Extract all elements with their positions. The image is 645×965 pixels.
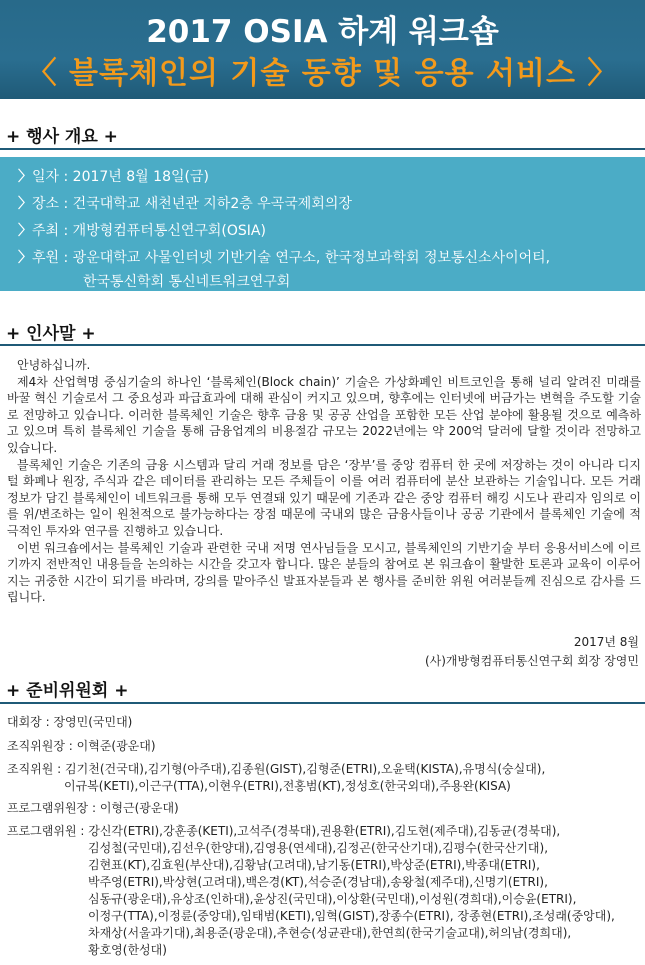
committee-member-line: 이규복(KETI),이근구(TTA),이현우(ETRI),전홍범(KT),정성호(한국외대),주용완(KISA) xyxy=(64,779,511,793)
overview-value: 2017년 8월 18일(금) xyxy=(72,169,209,185)
chevron-right-icon: 〉 xyxy=(18,250,32,266)
overview-item-sponsor xyxy=(18,247,550,267)
overview-value: 광운대학교 사물인터넷 기반기술 연구소, 한국정보과학회 정보통신소사이어티, xyxy=(72,250,551,266)
overview-value: 개방형컴퓨터통신연구회(OSIA) xyxy=(72,223,266,239)
committee-chair: 대회장 : 장영민(국민대) xyxy=(7,715,133,729)
committee-member-line: 이정구(TTA),이정륜(중앙대),임태범(KETI),임혁(GIST),장종수(ETRI), 장종현(ETRI),조성래(중앙대), xyxy=(88,909,615,923)
committee-heading: + 준비위원회 + xyxy=(6,681,129,701)
overview-item-venue xyxy=(18,193,352,213)
overview-box xyxy=(0,157,645,291)
header-banner xyxy=(0,0,645,99)
overview-sponsor-continuation: 한국통신학회 통신네트워크연구회 xyxy=(83,274,291,290)
chevron-right-icon: 〉 xyxy=(18,223,32,239)
overview-divider xyxy=(0,148,645,150)
greeting-paragraph: 블록체인 기술은 기존의 금융 시스템과 달리 거래 정보를 담은 ‘장부’를 중앙 컴퓨터 한 곳에 저장하는 것이 아니라 디지털 화폐나 원장, 주식과 같은 데이터를 관리하는 모든 주체들이 이를 여러 컴퓨터에 분산 보관하는 기술입니다. 모든 거래 정보가 담긴 블록체인이 네트워크를 통해 모두 연결돼 있기 때문에 기존과 같은 중앙 컴퓨터 해킹 시도나 관리자 임의로 이를 위/변조하는 일이 원천적으로 불가능하다는 장점 때문에 국내외 많은 금융사들이나 공공 기관에서 블록체인 기술에 적극적인 투자와 연구를 진행하고 있습니다. xyxy=(7,457,641,538)
greeting-signature: (사)개방형컴퓨터통신연구회 회장 장영민 xyxy=(424,654,639,668)
committee-member-line: 차재상(서울과기대),최용준(광운대),추현승(성균관대),한연희(한국기술교대),허의남(경희대), xyxy=(88,926,572,940)
chevron-right-icon: 〉 xyxy=(18,169,32,185)
committee-org-members-label: 조직위원 : xyxy=(7,762,66,776)
committee-member-line: 강신각(ETRI),강훈종(KETI),고석주(경북대),권용환(ETRI),김도현(제주대),김동균(경북대), xyxy=(88,824,561,838)
overview-label: 일자 : xyxy=(32,169,73,185)
greeting-paragraph: 안녕하십니까. xyxy=(17,358,91,372)
overview-heading: + 행사 개요 + xyxy=(6,127,118,147)
committee-member-line: 황호영(한성대) xyxy=(88,943,167,957)
overview-label: 주최 : xyxy=(32,223,73,239)
event-title: 2017 OSIA 하계 워크숍 xyxy=(146,14,499,50)
greeting-paragraph: 이번 워크숍에서는 블록체인 기술과 관련한 국내 저명 연사님들을 모시고, 블록체인의 기반기술 부터 응용서비스에 이르기까지 전반적인 내용들을 논의하는 시간을 갖고자 합니다. 많은 분들의 참여로 본 워크숍이 활발한 토론과 교육이 이루어지는 귀중한 시간이 되기를 바라며, 강의를 맡아주신 발표자분들과 본 행사를 준비한 위원 여러분들께 진심으로 감사를 드립니다. xyxy=(7,540,641,605)
event-subtitle-text: 블록체인의 기술 동향 및 응용 서비스 xyxy=(69,56,576,91)
committee-member-line: 심동규(광운대),유상조(인하대),윤상진(국민대),이상환(국민대),이성원(경희대),이승윤(ETRI), xyxy=(88,892,577,906)
committee-divider xyxy=(0,702,645,704)
greeting-body xyxy=(7,357,641,606)
committee-org-chair: 조직위원장 : 이혁준(광운대) xyxy=(7,739,156,753)
committee-member-line: 박주영(ETRI),박상현(고려대),백은경(KT),석승준(경남대),송왕철(제주대),신명기(ETRI), xyxy=(88,875,548,889)
overview-label: 장소 : xyxy=(32,196,73,212)
event-subtitle xyxy=(0,48,645,92)
committee-program-members-label: 프로그램위원 : xyxy=(7,824,89,838)
chevron-right-icon: 〉 xyxy=(18,196,32,212)
committee-org-members xyxy=(7,760,545,777)
overview-item-host xyxy=(18,220,266,240)
committee-program-members xyxy=(7,822,560,839)
greeting-heading: + 인사말 + xyxy=(6,324,96,344)
overview-value: 건국대학교 새천년관 지하2층 우곡국제회의장 xyxy=(72,196,352,212)
committee-member-line: 김기천(건국대),김기형(아주대),김종원(GIST),김형준(ETRI),오윤택(KISTA),유명식(숭실대), xyxy=(65,762,546,776)
greeting-divider xyxy=(0,344,645,346)
right-bracket: 〉 xyxy=(587,56,619,91)
overview-label: 후원 : xyxy=(32,250,73,266)
greeting-paragraph: 제4차 산업혁명 중심기술의 하나인 ‘블록체인(Block chain)’ 기술은 가상화폐인 비트코인을 통해 널리 알려진 미래를 바꿀 혁신 기술로서 그 중요성과 파급효과에 대해 관심이 커지고 있으며, 향후에는 인터넷에 버금가는 변혁을 주도할 기술로 전망하고 있습니다. 이러한 블록체인 기술은 향후 금융 및 공공 산업을 포함한 모든 산업 분야에 활용될 것으로 예측하고 있으며 특히 블록체인 기술을 통해 금융업계의 비용절감 규모는 2022년에는 약 200억 달러에 달할 것이라 전망하고 있습니다. xyxy=(7,374,641,455)
greeting-date: 2017년 8월 xyxy=(573,635,639,649)
left-bracket: 〈 xyxy=(26,56,58,91)
overview-item-date xyxy=(18,166,209,186)
committee-member-line: 김성철(국민대),김선우(한양대),김영용(연세대),김정곤(한국산기대),김평수(한국산기대), xyxy=(88,841,549,855)
committee-member-line: 김현표(KT),김효원(부산대),김황남(고려대),남기동(ETRI),박상준(ETRI),박종대(ETRI), xyxy=(88,858,540,872)
committee-program-chair: 프로그램위원장 : 이형근(광운대) xyxy=(7,801,179,815)
